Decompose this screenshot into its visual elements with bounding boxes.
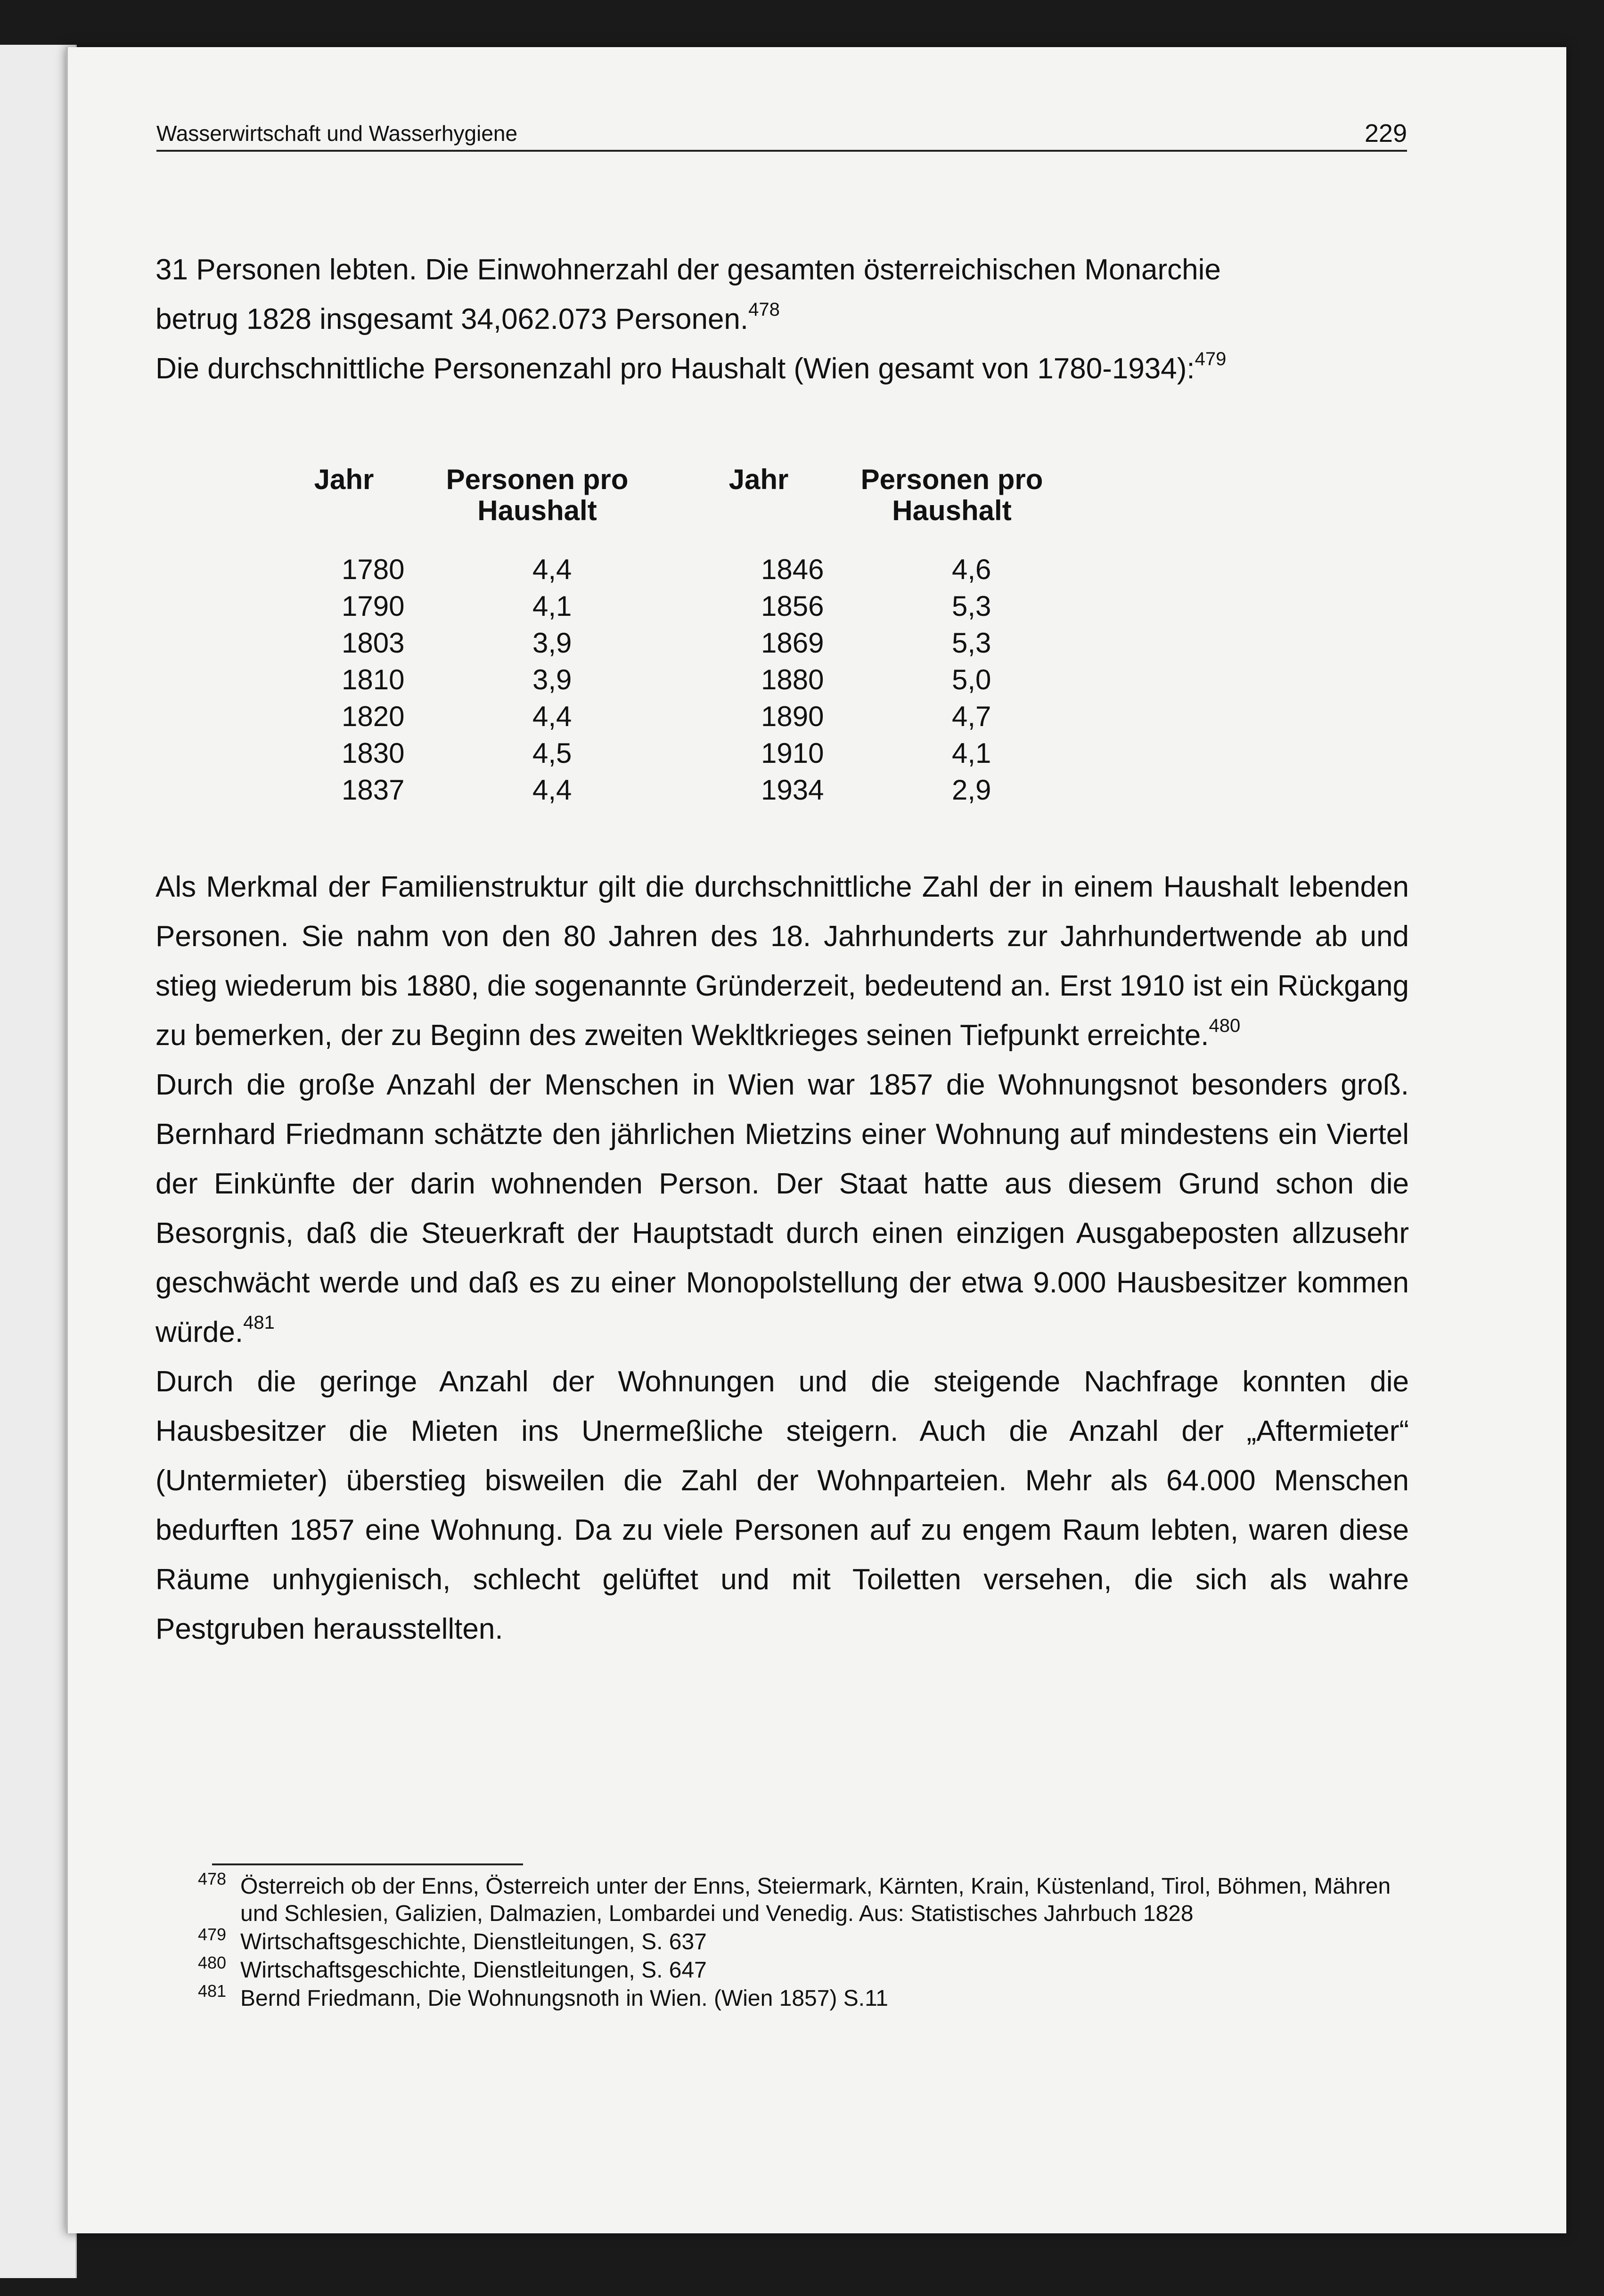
table-cell-persons: 3,9 [532,664,572,695]
table-cell-persons: 4,1 [952,737,991,769]
table-cell-persons: 4,7 [952,701,991,732]
footnote-481 [198,1981,1404,2012]
table-cell-persons: 4,5 [532,737,572,769]
intro-line-1: 31 Personen lebten. Die Einwohnerzahl der gesamten österreichischen Monarchie [155,253,1221,286]
table-header-persons-right: Personen pro Haushalt [860,464,1043,526]
table-header-year-right: Jahr [728,464,789,495]
table-cell-persons: 4,4 [532,554,572,585]
table-cell-year: 1910 [761,737,824,769]
footnote-separator [212,1863,523,1865]
footnote-text: Wirtschaftsgeschichte, Dienstleitungen, S. 647 [240,1958,707,1983]
footnotes [198,1869,1404,2013]
footnote-ref-478: 478 [748,299,780,320]
page-number: 229 [1364,119,1407,147]
footnote-number: 478 [198,1869,227,1888]
footnote-479 [198,1925,1404,1956]
table-header-year-left: Jahr [314,464,374,495]
table-cell-persons: 4,4 [532,774,572,806]
footnote-number: 480 [198,1953,227,1972]
footnote-number: 479 [198,1925,227,1944]
table-cell-year: 1856 [761,590,824,622]
intro-line-2: betrug 1828 insgesamt 34,062.073 Personen.$^{478}$ [155,299,780,335]
intro-text [155,245,1409,393]
footnote-text: Österreich ob der Enns, Österreich unter der Enns, Steiermark, Kärnten, Krain, Küstenland, Tirol, Böhmen, Mähren und Schlesien, Galizien, Dalmazien, Lombardei und Venedig. Aus: Statistisches Jahrbuch 1828 [240,1874,1391,1926]
table-cell-year: 1934 [761,774,824,806]
table-cell-persons: 3,9 [532,627,572,659]
table-cell-year: 1820 [342,701,405,732]
paragraph-rents: Durch die geringe Anzahl der Wohnungen und die steigende Nachfrage konnten die Hausbesitzer die Mieten ins Unermeßliche steigern. Auch die Anzahl der „Aftermieter“ (Untermieter) überstieg bisweilen die Zahl der Wohnparteien. Mehr als 64.000 Menschen bedurften 1857 eine Wohnung. Da zu viele Personen auf zu engem Raum lebten, waren diese Räume unhygienisch, schlecht gelüftet und mit Toiletten versehen, die sich als wahre Pestgruben herausstellten. [155,1365,1409,1645]
table-cell-year: 1780 [342,554,405,585]
table-cell-year: 1880 [761,664,824,695]
table-cell-year: 1790 [342,590,405,622]
table-cell-persons: 4,4 [532,701,572,732]
table-cell-persons: 4,1 [532,590,572,622]
table-cell-year: 1846 [761,554,824,585]
footnote-ref-480: 480 [1209,1015,1241,1036]
footnote-ref-481: 481 [243,1312,275,1333]
table-header-persons-left: Personen pro Haushalt [446,464,629,526]
footnote-number: 481 [198,1981,227,2001]
intro-line-3: Die durchschnittliche Personenzahl pro Haushalt (Wien gesamt von 1780-1934):$^{479}$ [155,349,1227,385]
header-title: Wasserwirtschaft und Wasserhygiene [156,121,518,146]
table-cell-year: 1830 [342,737,405,769]
paragraph-family-structure: Als Merkmal der Familienstruktur gilt die durchschnittliche Zahl der in einem Haushalt lebenden Personen. Sie nahm von den 80 Jahren des 18. Jahrhunderts zur Jahrhundertwende ab und stieg wiederum bis 1880, die sogenannte Gründerzeit, bedeutend an. Erst 1910 ist ein Rückgang zu bemerken, der zu Beginn des zweiten Wekltkrieges seinen Tiefpunkt erreichte.$^{480}$ [155,871,1409,1052]
paragraph-housing-shortage: Durch die große Anzahl der Menschen in Wien war 1857 die Wohnungsnot besonders groß. Bernhard Friedmann schätzte den jährlichen Mietzins einer Wohnung auf mindestens ein Viertel der Einkünfte der darin wohnenden Person. Der Staat hatte aus diesem Grund schon die Besorgnis, daß die Steuerkraft der Hauptstadt durch einen einzigen Ausgabeposten allzusehr geschwächt werde und daß es zu einer Monopolstellung der etwa 9.000 Hausbesitzer kommen würde.$^{481}$ [155,1069,1409,1348]
running-header [156,119,1407,152]
table-cell-persons: 5,3 [952,627,991,659]
footnote-ref-479: 479 [1195,349,1227,369]
table-cell-persons: 2,9 [952,774,991,806]
footnote-478 [198,1869,1404,1928]
table-cell-year: 1890 [761,701,824,732]
footnote-text: Wirtschaftsgeschichte, Dienstleitungen, S. 637 [240,1929,707,1954]
table-cell-year: 1810 [342,664,405,695]
previous-page-edge [0,45,77,2278]
table-cell-persons: 4,6 [952,554,991,585]
table-cell-persons: 5,3 [952,590,991,622]
body-text [155,862,1409,1654]
table-cell-persons: 5,0 [952,664,991,695]
table-cell-year: 1837 [342,774,405,806]
footnote-text: Bernd Friedmann, Die Wohnungsnoth in Wien. (Wien 1857) S.11 [240,1986,888,2011]
footnote-480 [198,1953,1404,1984]
table-cell-year: 1869 [761,627,824,659]
table-cell-year: 1803 [342,627,405,659]
